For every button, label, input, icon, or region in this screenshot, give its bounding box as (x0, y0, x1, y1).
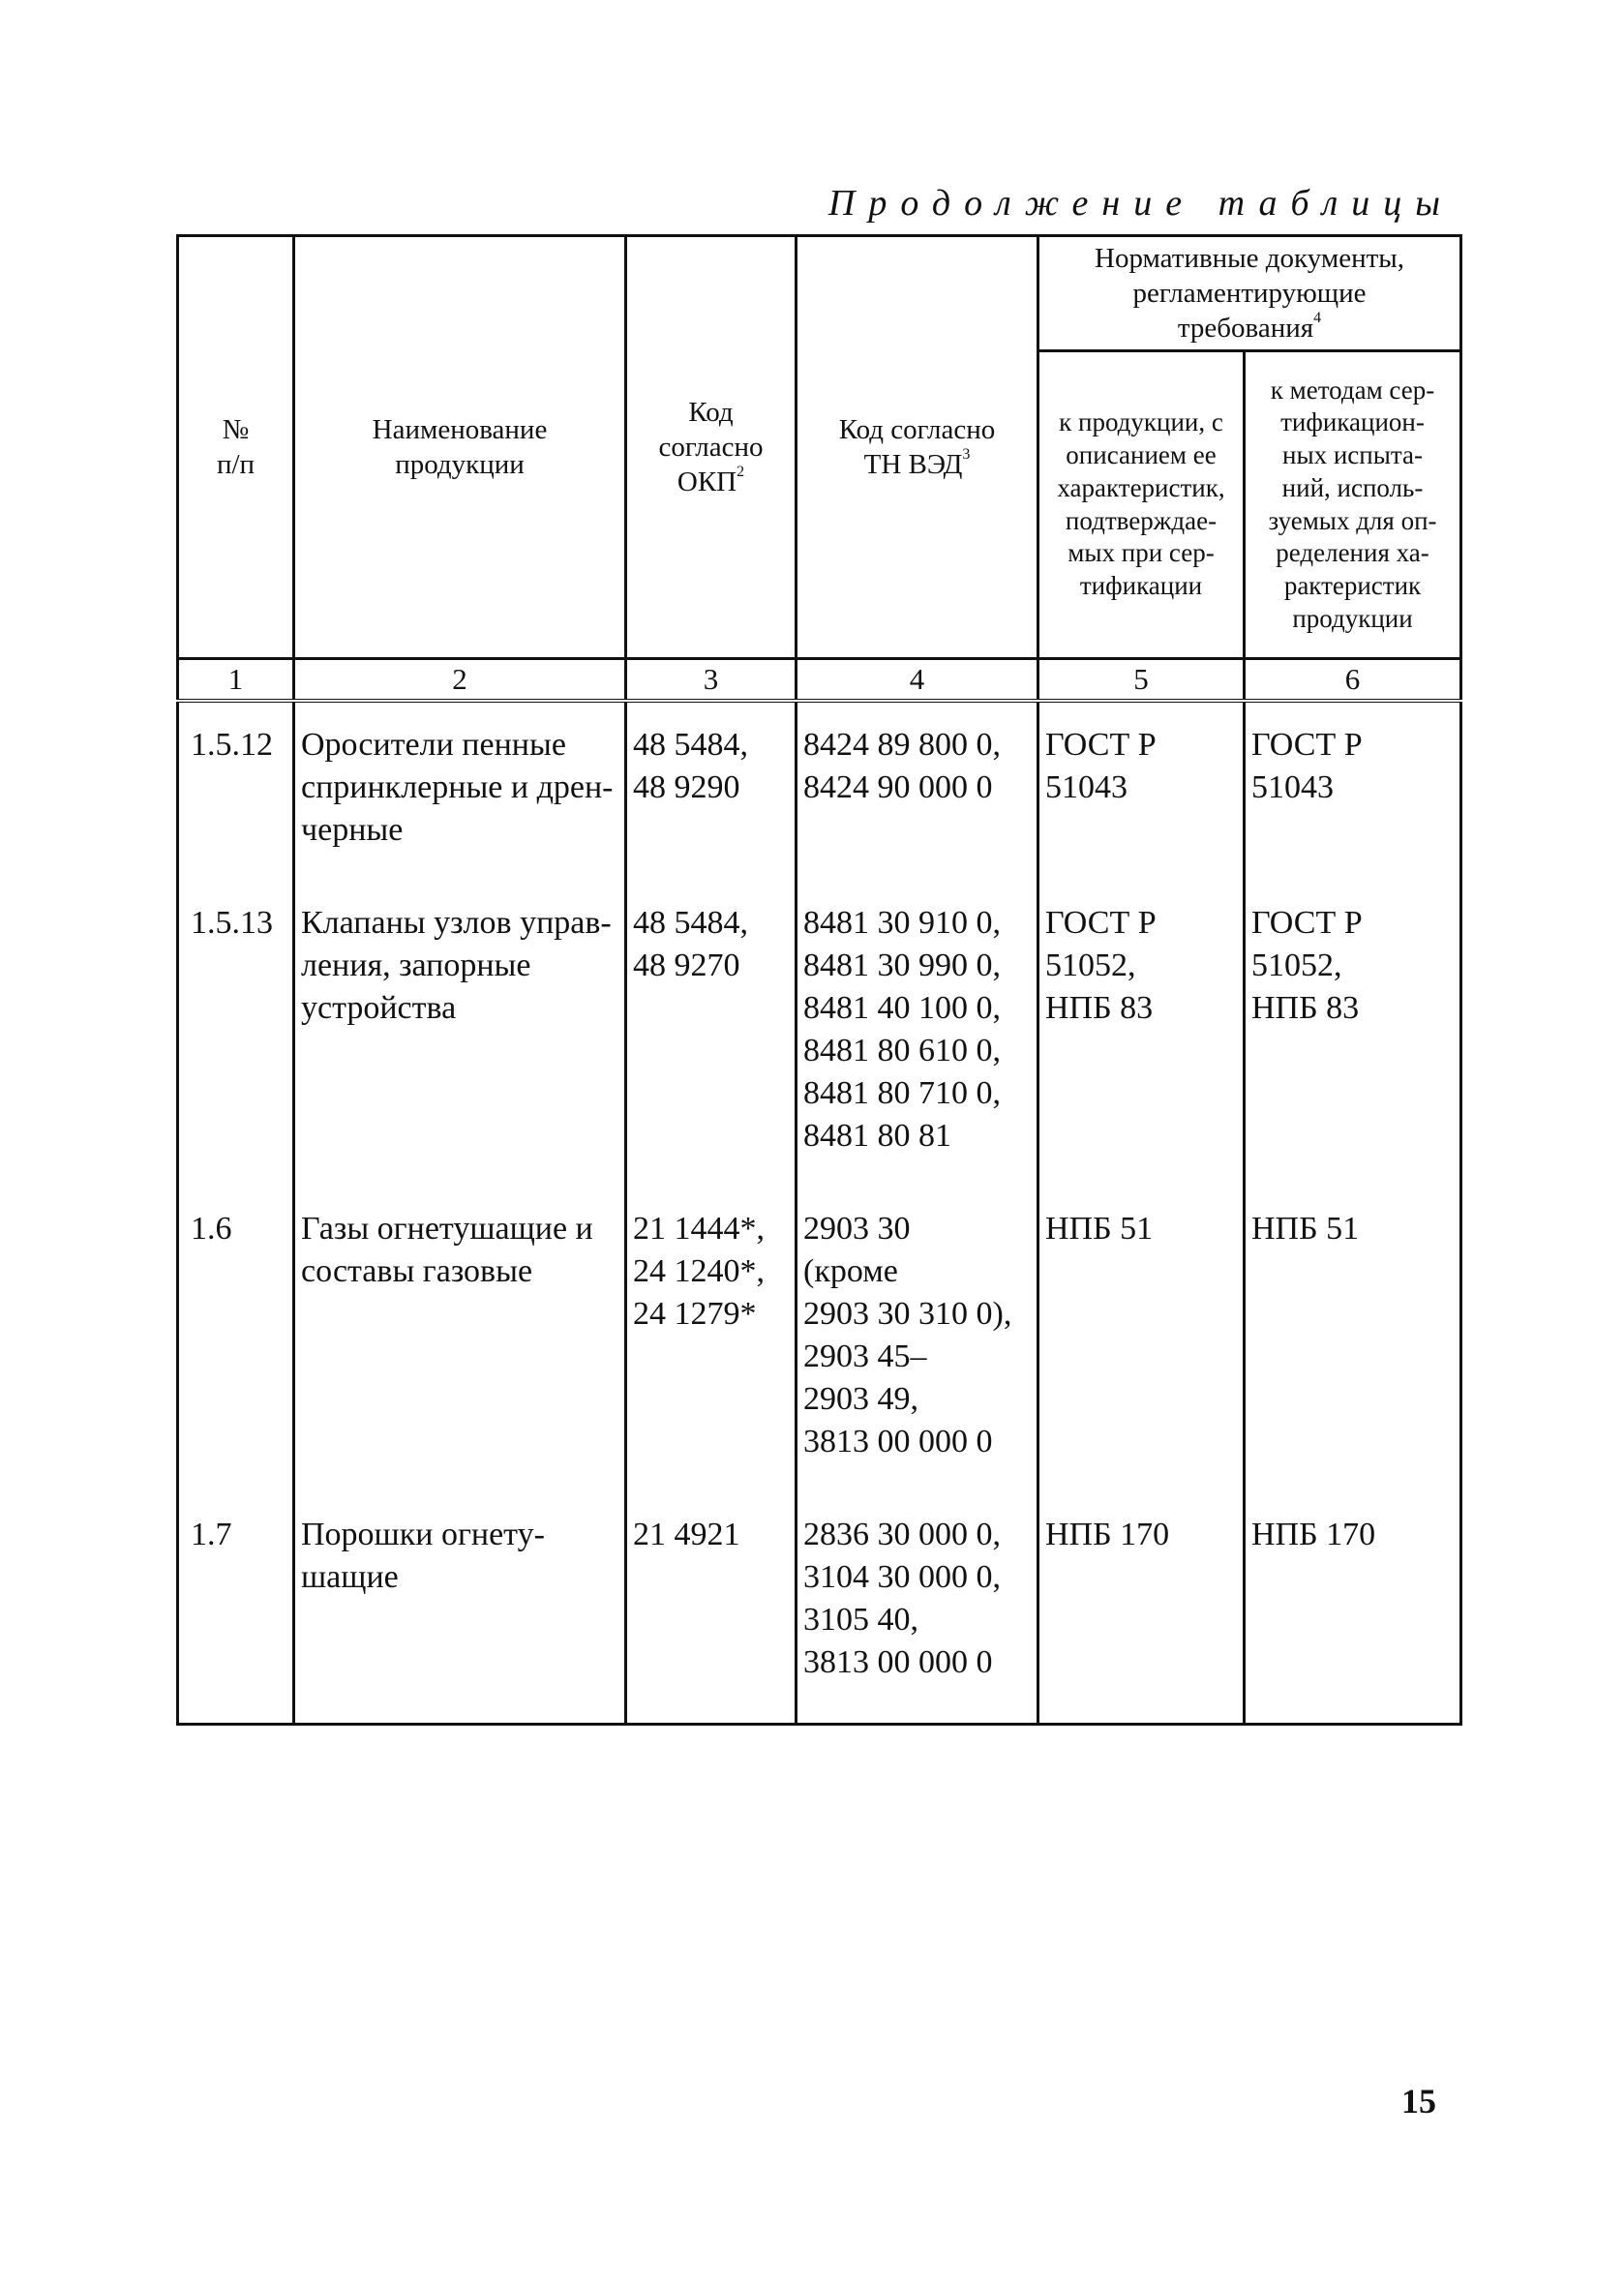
header-normative-documents (1038, 236, 1461, 351)
header-norm-product (1038, 351, 1245, 659)
norm-method: ГОСТ Р 51043 (1245, 701, 1461, 881)
header-norm-method (1245, 351, 1461, 659)
norm-method: НПБ 170 (1245, 1492, 1461, 1725)
okp-code: 48 5484, 48 9270 (626, 881, 797, 1187)
norm-product: ГОСТ Р 51052, НПБ 83 (1038, 881, 1245, 1187)
product-name: Порошки огнету- шащие (294, 1492, 626, 1725)
certification-table (176, 234, 1462, 1726)
norm-method: НПБ 51 (1245, 1187, 1461, 1492)
column-number: 3 (626, 659, 797, 702)
row-number: 1.5.12 (178, 701, 294, 881)
header-okp-footnote: 2 (737, 464, 745, 481)
header-norm-product-label: к продукции, с описанием ее характеристик, подтверждае- мых при сер- тификации (1057, 407, 1225, 600)
tnved-code: 8424 89 800 0, 8424 90 000 0 (797, 701, 1038, 881)
tnved-code: 8481 30 910 0, 8481 30 990 0, 8481 40 100 0, 8481 80 610 0, 8481 80 710 0, 8481 80 81 (797, 881, 1038, 1187)
tnved-code: 2903 30 (кроме 2903 30 310 0), 2903 45– 2903 49, 3813 00 000 0 (797, 1187, 1038, 1492)
table-row (178, 1187, 1461, 1492)
tnved-code: 2836 30 000 0, 3104 30 000 0, 3105 40, 3813 00 000 0 (797, 1492, 1038, 1725)
header-normative-footnote: 4 (1313, 310, 1322, 327)
column-number: 5 (1038, 659, 1245, 702)
column-number: 1 (178, 659, 294, 702)
page-number: 15 (1401, 2082, 1436, 2121)
okp-code: 21 4921 (626, 1492, 797, 1725)
column-number-row (178, 659, 1461, 702)
column-number: 4 (797, 659, 1038, 702)
okp-code: 21 1444*, 24 1240*, 24 1279* (626, 1187, 797, 1492)
header-normative-documents-label: Нормативные документы, регламентирующие требования (1095, 242, 1404, 345)
norm-product: НПБ 170 (1038, 1492, 1245, 1725)
row-number: 1.6 (178, 1187, 294, 1492)
column-number: 6 (1245, 659, 1461, 702)
table-row (178, 701, 1461, 881)
header-product-name-label: Наименование продукции (372, 413, 548, 480)
norm-method: ГОСТ Р 51052, НПБ 83 (1245, 881, 1461, 1187)
table-continuation-caption: Продолжение таблицы (827, 183, 1454, 224)
table-row (178, 881, 1461, 1187)
header-number-label: № п/п (216, 413, 256, 480)
product-name: Оросители пенные спринклерные и дрен- черные (294, 701, 626, 881)
header-okp-code-label: Код согласно ОКП (658, 396, 764, 498)
header-tnved-code-label: Код согласно ТН ВЭД (838, 413, 996, 480)
product-name: Клапаны узлов управ- ления, запорные устройства (294, 881, 626, 1187)
header-okp-code (626, 236, 797, 659)
header-tnved-code (797, 236, 1038, 659)
okp-code: 48 5484, 48 9290 (626, 701, 797, 881)
row-number: 1.7 (178, 1492, 294, 1725)
norm-product: НПБ 51 (1038, 1187, 1245, 1492)
column-number: 2 (294, 659, 626, 702)
header-tnved-footnote: 3 (962, 446, 971, 463)
product-name: Газы огнетушащие и составы газовые (294, 1187, 626, 1492)
header-norm-method-label: к методам сер- тификацион- ных испыта- ний, исполь- зуемых для оп- ределения ха- рактеристик продукции (1268, 375, 1437, 633)
norm-product: ГОСТ Р 51043 (1038, 701, 1245, 881)
header-product-name (294, 236, 626, 659)
table-row (178, 1492, 1461, 1725)
header-number (178, 236, 294, 659)
row-number: 1.5.13 (178, 881, 294, 1187)
